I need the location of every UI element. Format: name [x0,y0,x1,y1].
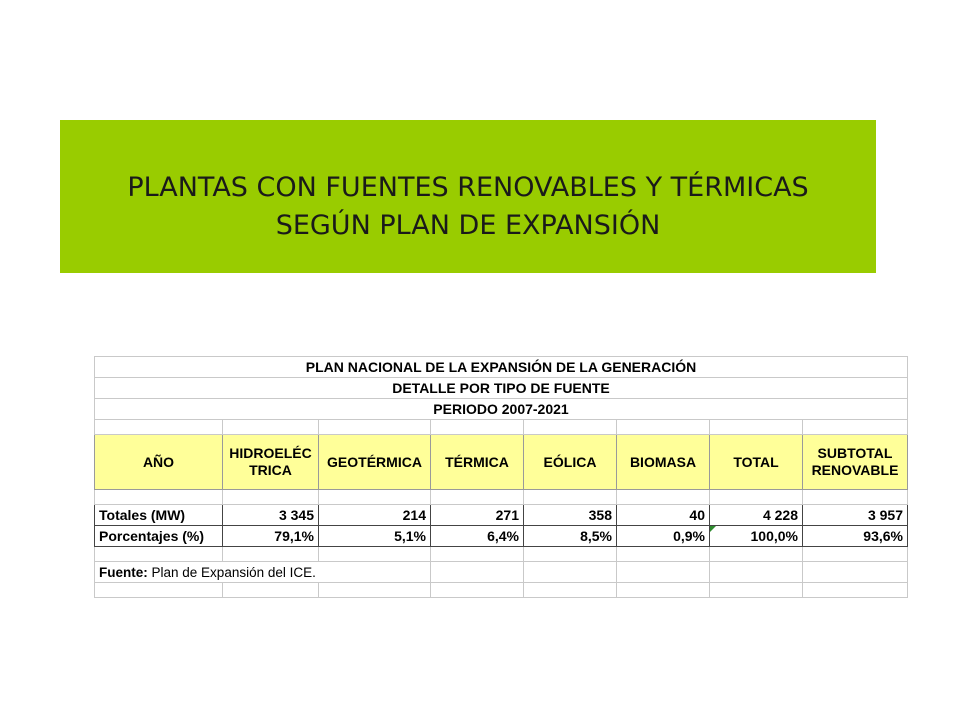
table-cell: 3 957 [803,505,908,526]
header-cell: TÉRMICA [431,435,524,490]
table-cell: 0,9% [617,526,710,547]
table-title: PLAN NACIONAL DE LA EXPANSIÓN DE LA GENERACIÓN [95,357,908,378]
table-row [95,526,908,547]
table-cell: 8,5% [524,526,617,547]
table-cell: 3 345 [223,505,319,526]
table-cell: 358 [524,505,617,526]
source-label: Fuente: [99,564,148,580]
table-cell: 79,1% [223,526,319,547]
title-banner [60,120,876,273]
header-cell: BIOMASA [617,435,710,490]
slide-title-line1: PLANTAS CON FUENTES RENOVABLES Y TÉRMICAS [127,171,809,203]
spreadsheet-image [94,356,908,598]
table-cell: 271 [431,505,524,526]
header-cell: TOTAL [710,435,803,490]
table-cell: 5,1% [319,526,431,547]
slide-title [127,169,808,245]
header-cell: EÓLICA [524,435,617,490]
table-cell: 214 [319,505,431,526]
slide-title-line2: SEGÚN PLAN DE EXPANSIÓN [275,209,661,241]
expansion-table [94,356,908,598]
table-subtitle: DETALLE POR TIPO DE FUENTE [95,378,908,399]
table-row [95,505,908,526]
source-text: Plan de Expansión del ICE. [151,564,316,580]
header-cell: HIDROELÉC TRICA [223,435,319,490]
table-cell: 6,4% [431,526,524,547]
header-cell: SUBTOTAL RENOVABLE [803,435,908,490]
source-note [95,562,431,583]
table-cell: 93,6% [803,526,908,547]
row-label: Totales (MW) [95,505,223,526]
table-cell: 40 [617,505,710,526]
source-row [95,562,908,583]
header-cell: AÑO [95,435,223,490]
table-cell: 4 228 [710,505,803,526]
table-period: PERIODO 2007-2021 [95,399,908,420]
table-cell: 100,0% [710,526,803,547]
header-cell: GEOTÉRMICA [319,435,431,490]
header-row [95,435,908,490]
row-label: Porcentajes (%) [95,526,223,547]
